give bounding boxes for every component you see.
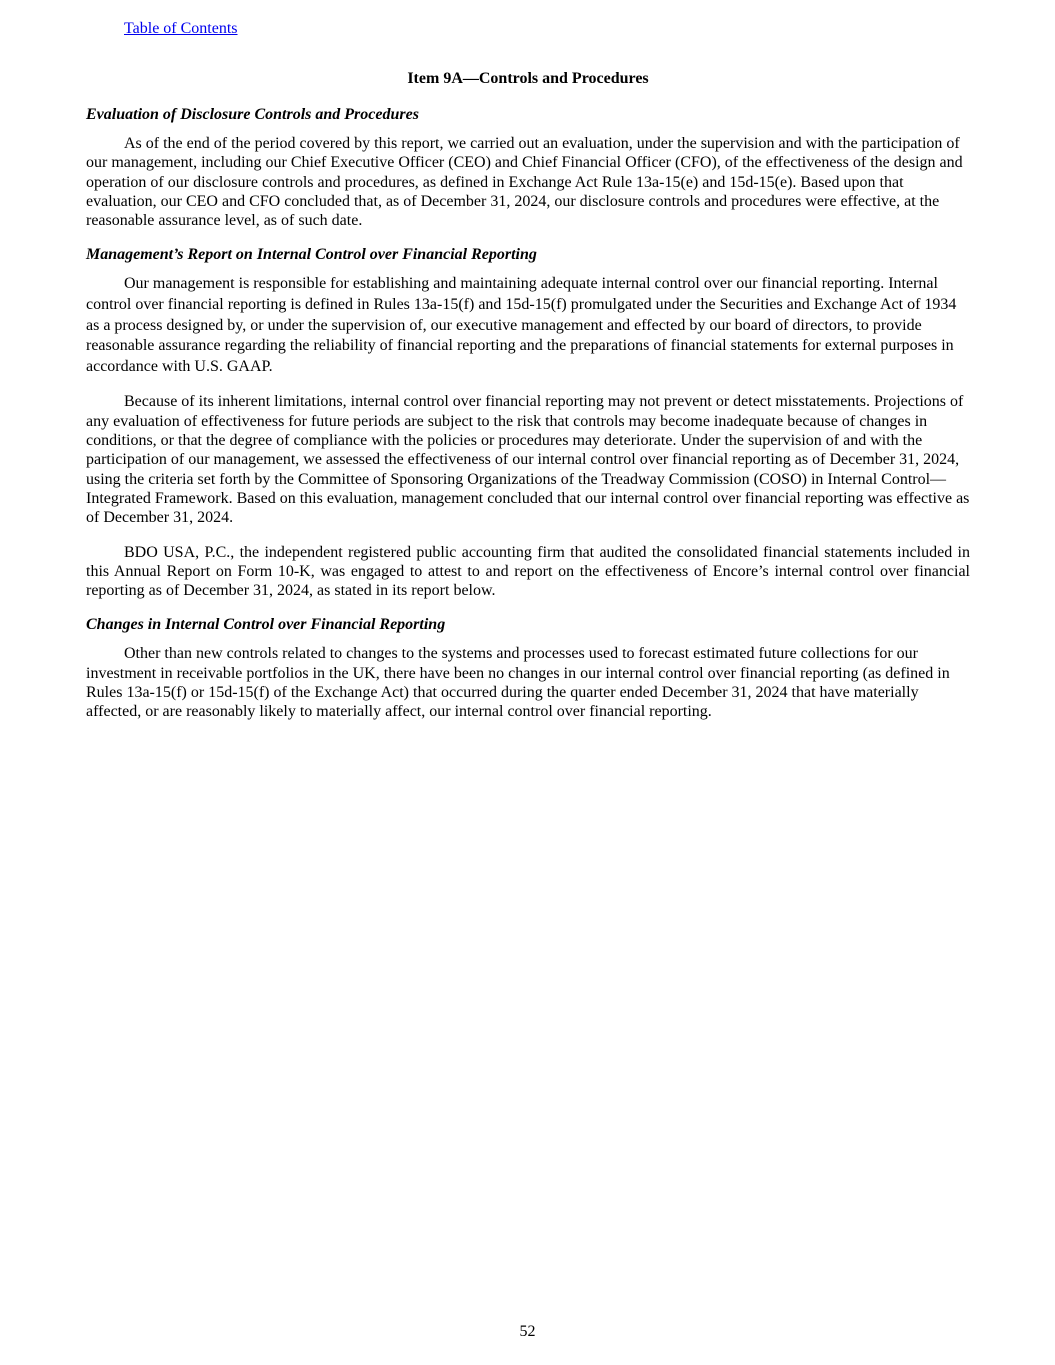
page-title: Item 9A—Controls and Procedures: [407, 70, 649, 87]
paragraph-management-responsibility: Our management is responsible for establishing and maintaining adequate internal control over our financial reporting. Internal control over financial reporting is defined in Rules 13a-15(f) and 15d-15(f) promulgated under the Securities and Exchange Act of 1934 as a process designed by, or under the supervision of, our executive management and effected by our board of directors, to provide reasonable assurance regarding the reliability of financial reporting and the preparations of financial statements for external purposes in accordance with U.S. GAAP.: [86, 275, 957, 375]
table-of-contents-link[interactable]: Table of Contents: [124, 20, 238, 37]
paragraph-disclosure-evaluation: As of the end of the period covered by this report, we carried out an evaluation, under the supervision and with the participation of our management, including our Chief Executive Officer (CEO) and Chief Financial Officer (CFO), of the effectiveness of the design and operation of our disclosure controls and procedures, as defined in Exchange Act Rule 13a-15(e) and 15d-15(e). Based upon that evaluation, our CEO and CFO concluded that, as of December 31, 2024, our disclosure controls and procedures were effective, at the reasonable assurance level, as of such date.: [86, 135, 963, 230]
paragraph-changes-internal-control: Other than new controls related to changes to the systems and processes used to forecast estimated future collections for our investment in receivable portfolios in the UK, there have been no changes in our internal control over financial reporting (as defined in Rules 13a-15(f) or 15d-15(f) of the Exchange Act) that occurred during the quarter ended December 31, 2024 that have materially affected, or are reasonably likely to materially affect, our internal control over financial reporting.: [86, 645, 950, 721]
document-body: [86, 69, 970, 737]
section-heading-changes-internal-control: Changes in Internal Control over Financial Reporting: [86, 616, 446, 634]
page-number: 52: [519, 1323, 536, 1340]
section-heading-management-report: Management’s Report on Internal Control over Financial Reporting: [86, 246, 537, 264]
section-heading-disclosure-controls: Evaluation of Disclosure Controls and Procedures: [86, 106, 419, 123]
paragraph-inherent-limitations: Because of its inherent limitations, internal control over financial reporting may not prevent or detect misstatements. Projections of any evaluation of effectiveness for future periods are subject to the risk that controls may become inadequate because of changes in conditions, or that the degree of compliance with the policies or procedures may deteriorate. Under the supervision of and with the participation of our management, we assessed the effectiveness of our internal control over financial reporting as of December 31, 2024, using the criteria set forth by the Committee of Sponsoring Organizations of the Treadway Commission (COSO) in Internal Control—Integrated Framework. Based on this evaluation, management concluded that our internal control over financial reporting was effective as of December 31, 2024.: [86, 393, 970, 527]
paragraph-auditor-attestation: BDO USA, P.C., the independent registered public accounting firm that audited the consolidated financial statements included in this Annual Report on Form 10-K, was engaged to attest to and report on the effectiveness of Encore’s internal control over financial reporting as of December 31, 2024, as stated in its report below.: [86, 543, 970, 600]
